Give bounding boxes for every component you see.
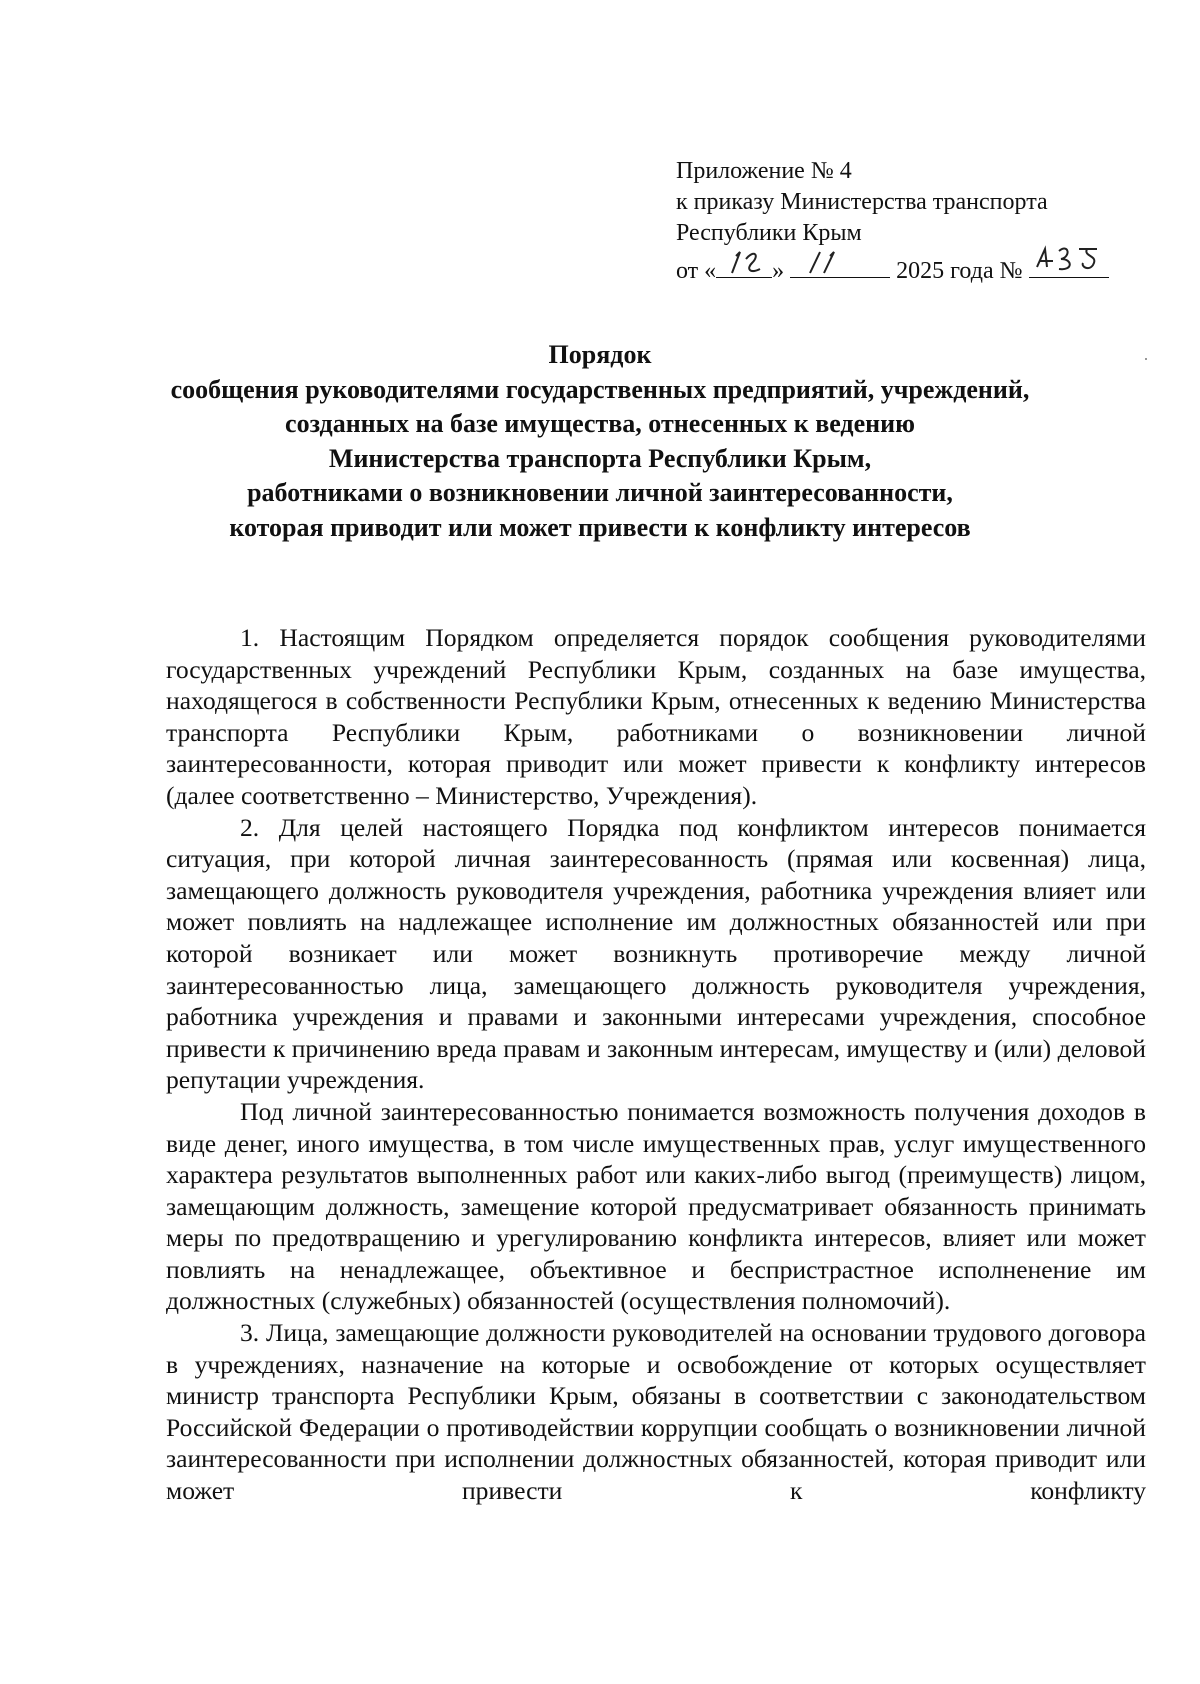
document-title <box>150 338 1050 545</box>
paragraph-2-definition: Под личной заинтересованностью понимается возможность получения доходов в виде денег, иного имущества, в том числе имущественных прав, услуг имущественного характера результатов выполненных работ или каких-либо выгод (преимуществ) лицом, замещающим должность, замещение которой предусматривает обязанность принимать меры по предотвращению и урегулированию конфликта интересов, влияет или может повлиять на ненадлежащее, объективное и беспристрастное исполненение им должностных (служебных) обязанностей (осуществления полномочий). <box>166 1096 1146 1316</box>
handwritten-month-signature <box>790 247 890 277</box>
appendix-date-line <box>676 249 1136 287</box>
appendix-number: Приложение № 4 <box>676 158 852 184</box>
paragraph-2: 2. Для целей настоящего Порядка под конфликтом интересов понимается ситуация, при которой личная заинтересованность (прямая или косвенная) лица, замещающего должность руководителя учреждения, работника учреждения влияет или может повлиять на надлежащее исполнение им должностных обязанностей или при которой возникает или может возникнуть противоречие между личной заинтересованностью лица, замещающего должность руководителя учреждения, работника учреждения и правами и законными интересами учреждения, способное привести к причинению вреда правам и законным интересам, имуществу и (или) деловой репутации учреждения. <box>166 812 1146 1095</box>
title-line: которая приводит или может привести к конфликту интересов <box>229 512 971 542</box>
title-line: Порядок <box>548 340 652 369</box>
paragraph-1: 1. Настоящим Порядком определяется порядок сообщения руководителями государственных учреждений Республики Крым, созданных на базе имущества, находящегося в собственности Республики Крым, отнесенных к ведению Министерства транспорта Республики Крым, работниками о возникновении личной заинтересованности, которая приводит или может привести к конфликту интересов (далее соответственно – Министерство, Учреждения). <box>166 623 1146 810</box>
title-line: сообщения руководителями государственных предприятий, учреждений, <box>170 374 1030 404</box>
appendix-ministry: Республики Крым <box>676 220 862 246</box>
appendix-order-reference: к приказу Министерства транспорта <box>676 189 1048 215</box>
title-line: работниками о возникновении личной заинтересованности, <box>247 478 953 507</box>
handwritten-day <box>716 249 772 278</box>
paragraph-3: 3. Лица, замещающие должности руководителей на основании трудового договора в учреждениях, назначение на которые и освобождение от которых осуществляет министр транспорта Республики Крым, обязаны в соответствии с законодательством Российской Федерации о противодействии коррупции сообщать о возникновении личной заинтересованности при исполнении должностных обязанностей, которая приводит или может привести к конфликту <box>166 1318 1146 1506</box>
handwritten-number-signature <box>1029 243 1109 277</box>
title-line: созданных на базе имущества, отнесенных к ведению <box>285 409 915 438</box>
handwritten-order-number <box>1029 249 1109 278</box>
scan-speck <box>1145 358 1147 360</box>
date-mid: » <box>772 258 785 284</box>
date-prefix: от « <box>676 258 717 284</box>
document-body <box>166 622 1146 1507</box>
date-year: 2025 года № <box>896 258 1023 284</box>
handwritten-day-signature <box>716 247 772 277</box>
title-line: Министерства транспорта Республики Крым, <box>328 443 872 473</box>
handwritten-month <box>790 249 890 278</box>
appendix-block <box>676 156 1136 287</box>
